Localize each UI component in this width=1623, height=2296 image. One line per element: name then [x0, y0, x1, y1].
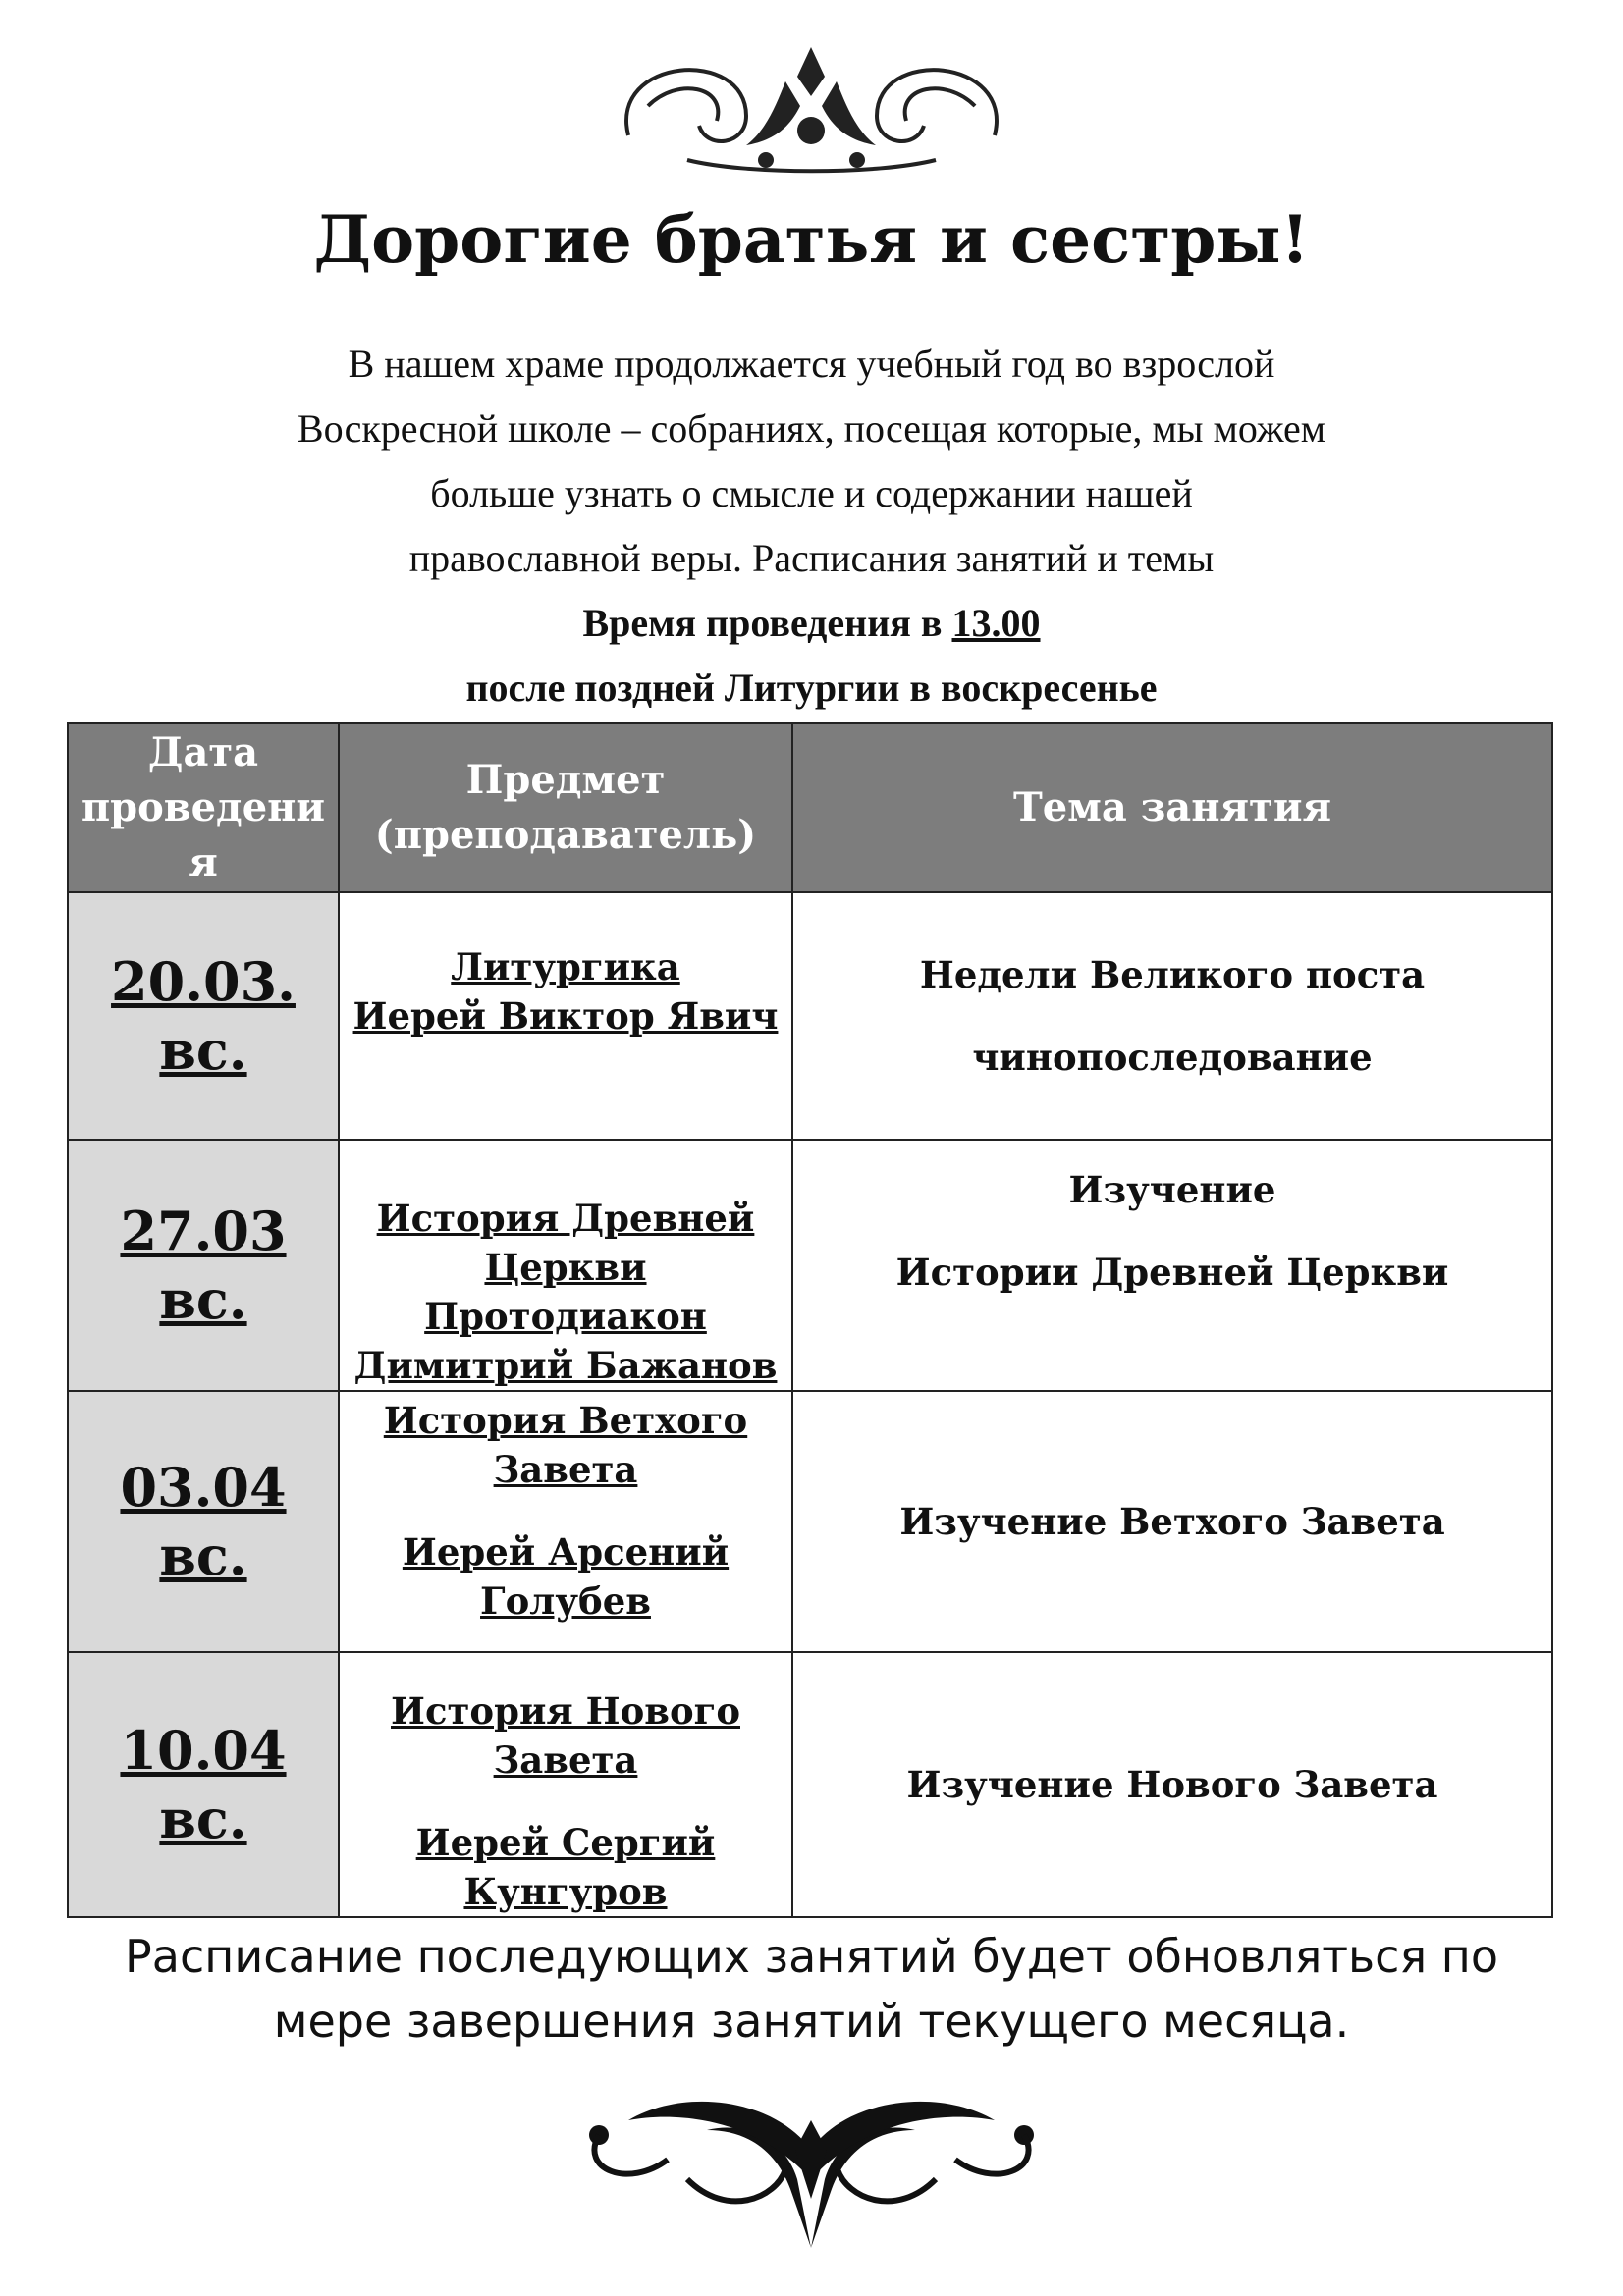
footer-line: мере завершения занятий текущего месяца. [273, 1995, 1350, 2048]
row-date [68, 1140, 339, 1391]
header-date-line: Дата [147, 729, 259, 775]
table-row [68, 1140, 1552, 1391]
header-subject-line: (преподаватель) [374, 812, 757, 858]
row-topic [792, 892, 1552, 1140]
row-date [68, 1652, 339, 1917]
intro-line: Воскресной школе – собраниях, посещая которые, мы можем [297, 406, 1326, 451]
subject-line: Завета [493, 1738, 638, 1782]
schedule-table [67, 722, 1553, 1918]
row-subject [339, 892, 792, 1140]
header-date-line: проведени [81, 784, 326, 830]
row-subject [339, 1140, 792, 1391]
topic-line: Изучение Нового Завета [906, 1763, 1438, 1806]
day-value: вс. [159, 1019, 247, 1082]
subject-line: Литургика [451, 945, 680, 988]
time-prefix: Время проведения в [582, 601, 952, 645]
day-value: вс. [159, 1268, 247, 1331]
subject-line: Завета [493, 1448, 638, 1491]
topic-line: чинопоследование [972, 1036, 1373, 1079]
date-value: 10.04 [120, 1719, 287, 1782]
table-row [68, 1391, 1552, 1652]
row-date [68, 892, 339, 1140]
teacher-line: Кунгуров [463, 1870, 668, 1913]
intro-text [118, 332, 1505, 721]
subject-line: Иерей Виктор Явич [352, 994, 779, 1038]
teacher-line: Иерей Сергий [415, 1821, 716, 1864]
header-subject-line: Предмет [465, 757, 666, 803]
date-value: 20.03. [111, 950, 296, 1013]
topic-line: Истории Древней Церкви [895, 1251, 1449, 1294]
topic-line: Изучение [1068, 1168, 1276, 1211]
row-date [68, 1391, 339, 1652]
date-value: 27.03 [120, 1200, 287, 1262]
row-topic [792, 1140, 1552, 1391]
intro-line: православной веры. Расписания занятий и темы [408, 536, 1215, 580]
day-value: вс. [159, 1524, 247, 1587]
subject-line: Церкви [484, 1246, 647, 1289]
row-topic [792, 1391, 1552, 1652]
table-header-row [68, 723, 1552, 892]
intro-line: больше узнать о смысле и содержании нашей [430, 471, 1193, 515]
header-subject [339, 723, 792, 892]
topic-line: Изучение Ветхого Завета [899, 1500, 1445, 1543]
row-topic [792, 1652, 1552, 1917]
header-topic: Тема занятия [792, 723, 1552, 892]
time-value: 13.00 [951, 601, 1041, 645]
time-suffix: после поздней Литургии в воскресенье [465, 666, 1158, 710]
day-value: вс. [159, 1788, 247, 1850]
subject-line: Протодиакон [424, 1295, 707, 1338]
row-subject [339, 1652, 792, 1917]
header-date-line: я [189, 839, 218, 885]
table-row [68, 1652, 1552, 1917]
footer-note [59, 1924, 1564, 2054]
subject-line: История Древней [376, 1197, 755, 1240]
topic-line: Недели Великого поста [919, 953, 1426, 996]
header-date [68, 723, 339, 892]
subject-line: История Ветхого [383, 1399, 748, 1442]
subject-line: Димитрий Бажанов [353, 1344, 778, 1387]
date-value: 03.04 [120, 1456, 287, 1519]
subject-line: История Нового [391, 1689, 740, 1733]
table-row [68, 892, 1552, 1140]
teacher-line: Голубев [480, 1579, 651, 1623]
teacher-line: Иерей Арсений [402, 1530, 730, 1574]
intro-line: В нашем храме продолжается учебный год во взрослой [348, 342, 1275, 386]
time-line [118, 591, 1505, 656]
footer-line: Расписание последующих занятий будет обновляться по [125, 1930, 1498, 1983]
bottom-ornament-icon [0, 2091, 1623, 2268]
top-ornament-icon [0, 37, 1623, 175]
page-title: Дорогие братья и сестры! [313, 201, 1310, 278]
row-subject [339, 1391, 792, 1652]
